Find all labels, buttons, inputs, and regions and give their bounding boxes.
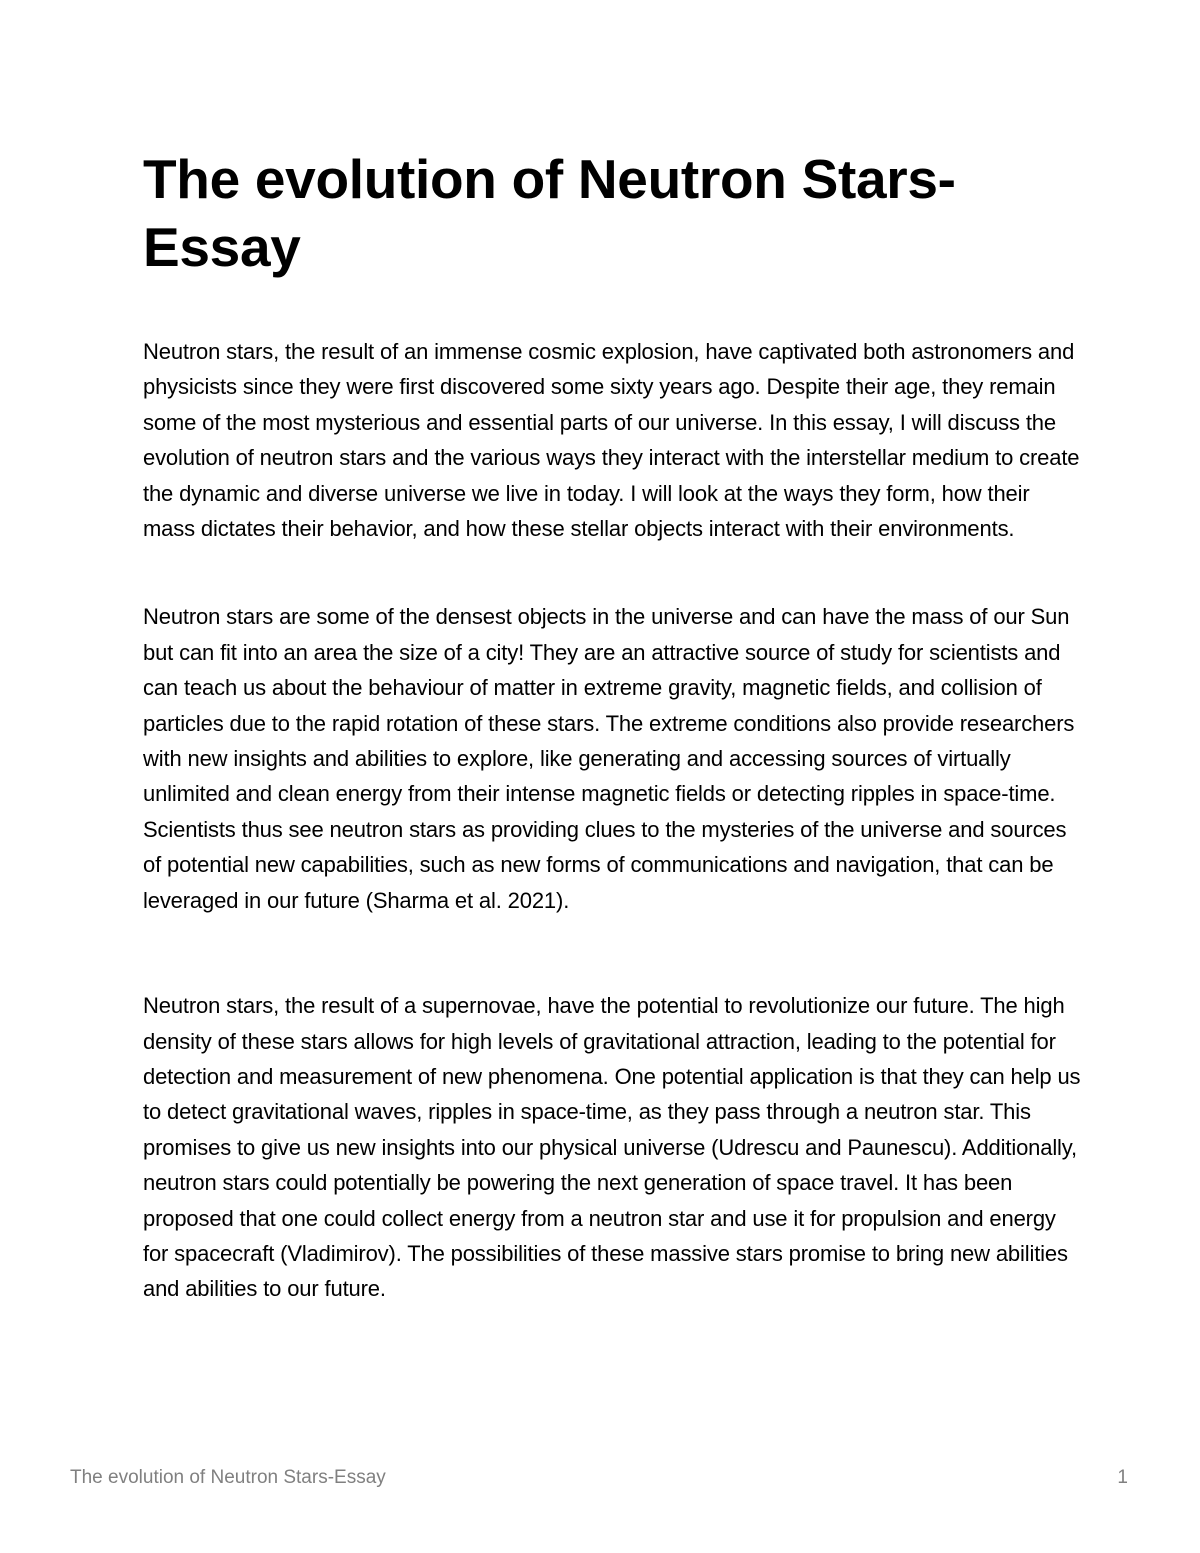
footer-document-title: The evolution of Neutron Stars-Essay [70, 1467, 386, 1488]
paragraph-future: Neutron stars, the result of a supernovae, have the potential to revolutionize our future. The high density of these stars allows for high levels of gravitational attraction, leading to the potential for detection and measurement of new phenomena. One potential application is that they can help us to detect gravitational waves, ripples in space-time, as they pass through a neutron star. This promises to give us new insights into our physical universe (Udrescu and Paunescu). Additionally, neutron stars could potentially be powering the next generation of space travel. It has been proposed that one could collect energy from a neutron star and use it for propulsion and energy for spacecraft (Vladimirov). The possibilities of these massive stars promise to bring new abilities and abilities to our future. [143, 993, 1081, 1302]
document-title [143, 145, 1083, 281]
title-line-2: Essay [143, 216, 301, 278]
document-body [143, 145, 1083, 1307]
footer-page-number: 1 [1117, 1467, 1128, 1488]
paragraph-introduction: Neutron stars, the result of an immense cosmic explosion, have captivated both astronomers and physicists since they were first discovered some sixty years ago. Despite their age, they remain some of the most mysterious and essential parts of our universe. In this essay, I will discuss the evolution of neutron stars and the various ways they interact with the interstellar medium to create the dynamic and diverse universe we live in today. I will look at the ways they form, how their mass dictates their behavior, and how these stellar objects interact with their environments. [143, 339, 1080, 542]
paragraph-density: Neutron stars are some of the densest objects in the universe and can have the mass of our Sun but can fit into an area the size of a city! They are an attractive source of study for scientists and can teach us about the behaviour of matter in extreme gravity, magnetic fields, and collision of particles due to the rapid rotation of these stars. The extreme conditions also provide researchers with new insights and abilities to explore, like generating and accessing sources of virtually unlimited and clean energy from their intense magnetic fields or detecting ripples in space-time. Scientists thus see neutron stars as providing clues to the mysteries of the universe and sources of potential new capabilities, such as new forms of communications and navigation, that can be leveraged in our future (Sharma et al. 2021). [143, 604, 1075, 913]
title-line-1: The evolution of Neutron Stars- [143, 148, 956, 210]
